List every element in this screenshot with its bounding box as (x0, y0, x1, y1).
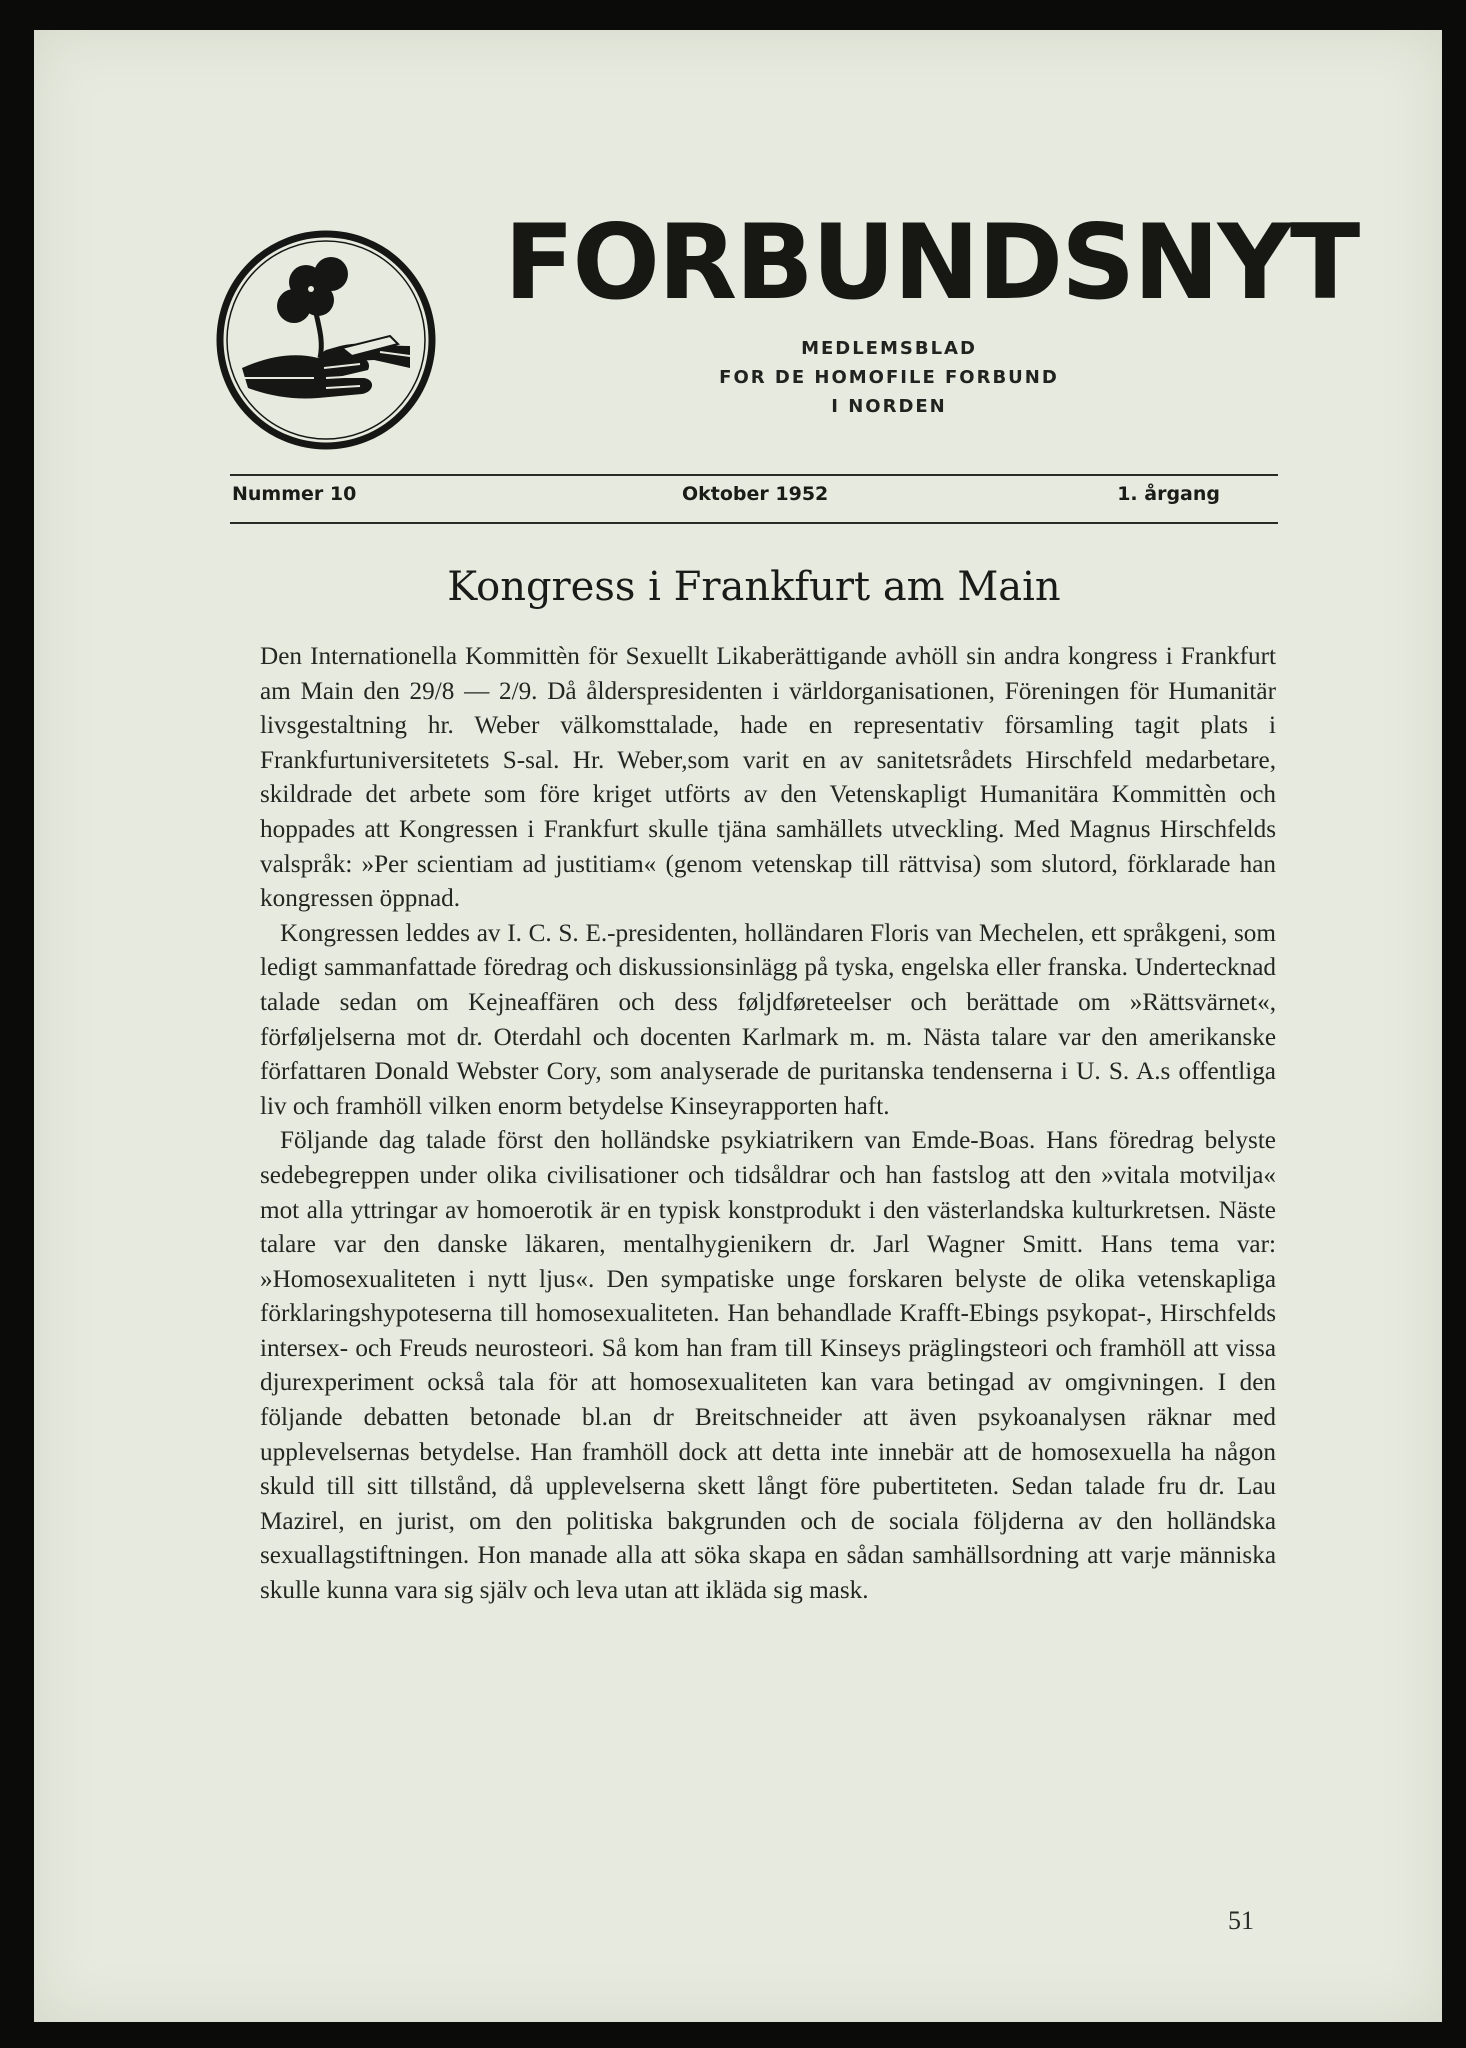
article-paragraph: Följande dag talade först den holländske psykiatrikern van Emde-Boas. Hans föredrag belyste sedebegreppen under olika civilisationer och tidsåldrar och han fastslog att den »vitala motvilja« mot alla yttringar av homoerotik är en typisk konstprodukt i den västerlandska kulturkretsen. Näste talare var den danske läkaren, mentalhygienikern dr. Jarl Wagner Smitt. Hans tema var: »Homosexualiteten i nytt ljus«. Den sympatiske unge forskaren belyste de olika vetenskapliga förklaringshypoteserna till homosexualiteten. Han behandlade Krafft-Ebings psykopat-, Hirschfelds intersex- och Freuds neurosteori. Så kom han fram till Kinseys präglingsteori och framhöll att vissa djurexperiment också tala för att homosexualiteten kan vara betingad av omgivningen. I den följande debatten betonade bl.an dr Breitschneider att även psykoanalysen räknar med upplevelsernas betydelse. Han framhöll dock att detta inte innebär att de homosexuella ha någon skuld till sitt tillstånd, då upplevelserna skett långt före pubertiteten. Sedan talade fru dr. Lau Mazirel, en jurist, om den politiska bakgrunden och de sociala följderna av den holländska sexuallagstiftningen. Hon manade alla att söka skapa en sådan samhällsordning att varje människa skulle kunna vara sig själv och leva utan att ikläda sig mask. (260, 1127, 1276, 1605)
subtitle-line: MEDLEMSBLAD (801, 338, 977, 359)
masthead-title: FORBUNDSNYT (504, 203, 1359, 323)
issue-volume: 1. årgang (1117, 483, 1220, 505)
article-headline: Kongress i Frankfurt am Main (447, 564, 1061, 610)
subtitle-line: FOR DE HOMOFILE FORBUND (719, 367, 1059, 388)
article-body (260, 640, 1276, 1609)
article-paragraph: Kongressen leddes av I. C. S. E.-presidenten, holländaren Floris van Mechelen, ett språkgeni, som ledigt sammanfattade föredrag och diskussionsinlägg på tyska, engelska eller franska. Undertecknad talade sedan om Kejneaffären och dess føljdføreteelser och berättade om »Rättsvärnet«, förføljelserna mot dr. Oterdahl och docenten Karlmark m. m. Nästa talare var den amerikanske författaren Donald Webster Cory, som analyserade de puritanska tendenserna i U. S. A.s offentliga liv och framhöll vilken enorm betydelse Kinseyrapporten haft. (260, 919, 1276, 1120)
masthead-subtitle (654, 334, 1124, 421)
clover-handshake-emblem-icon (214, 228, 438, 452)
divider-bottom (230, 522, 1278, 524)
issue-date: Oktober 1952 (682, 483, 829, 505)
subtitle-line: I NORDEN (831, 396, 947, 417)
article-paragraph: Den Internationella Kommittèn för Sexuellt Likaberättigande avhöll sin andra kongress i Frankfurt am Main den 29/8 — 2/9. Då ålderspresidenten i världorganisationen, Föreningen för Humanitär livsgestaltning hr. Weber välkomsttalade, hade en representativ församling tagit plats i Frankfurtuniversitetets S-sal. Hr. Weber,som varit en av sanitetsrådets Hirschfeld medarbetare, skildrade det arbete som före kriget utförts av den Vetenskapligt Humanitära Kommittèn och hoppades att Kongressen i Frankfurt skulle tjäna samhällets utveckling. Med Magnus Hirschfelds valspråk: »Per scientiam ad justitiam« (genom vetenskap till rättvisa) som slutord, förklarade han kongressen öppnad. (260, 643, 1276, 913)
page-number: 51 (1228, 1906, 1254, 1935)
issue-number: Nummer 10 (232, 483, 357, 505)
divider-top (230, 474, 1278, 476)
newsletter-page (34, 30, 1442, 2022)
